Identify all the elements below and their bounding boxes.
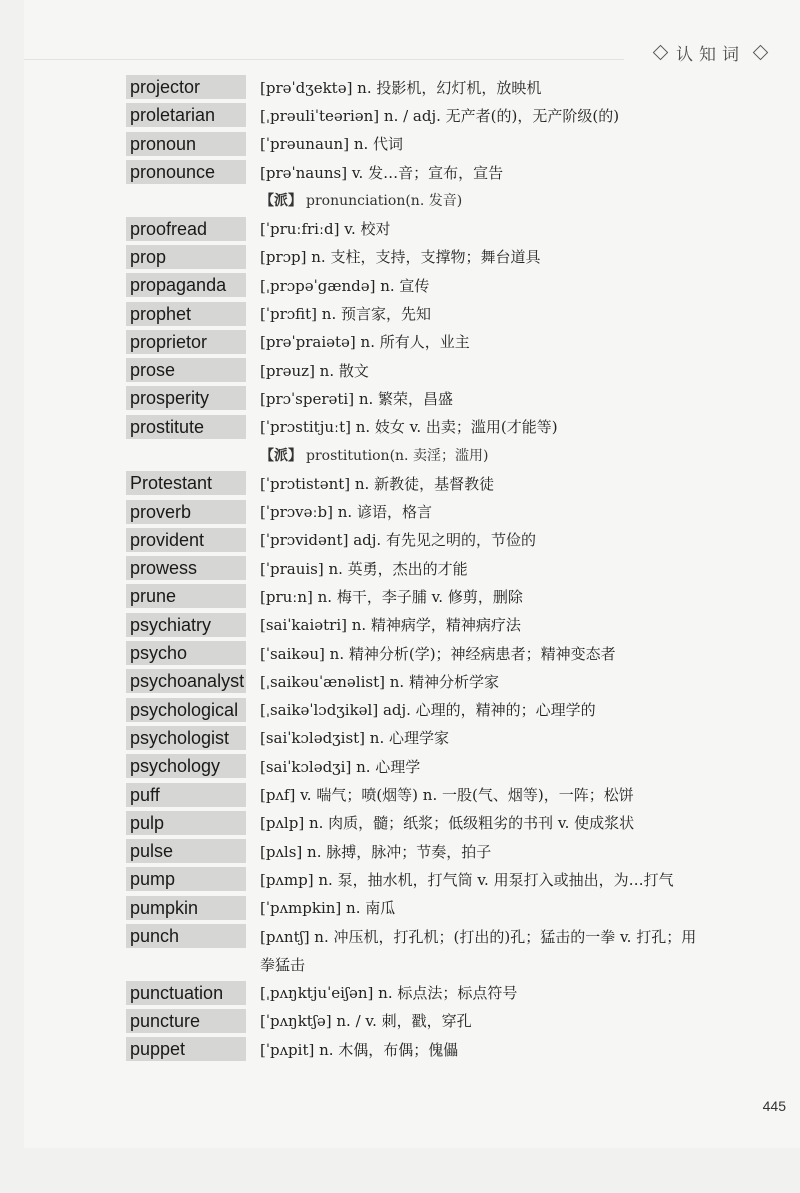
headword: puncture bbox=[126, 1009, 246, 1033]
entry-row bbox=[126, 809, 786, 837]
entry-row bbox=[126, 667, 786, 695]
headword: projector bbox=[126, 75, 246, 99]
header-rule bbox=[24, 59, 624, 60]
entry-row bbox=[126, 752, 786, 780]
entry-row bbox=[126, 582, 786, 610]
definition: [ˌsaikəuˈænəlist] n. 精神分析学家 bbox=[260, 672, 499, 691]
headword: psychological bbox=[126, 698, 246, 722]
derivative-tag: 【派】 bbox=[260, 448, 302, 464]
definition: [ˌsaikəˈlɔdʒikəl] adj. 心理的，精神的；心理学的 bbox=[260, 701, 596, 720]
definition: [pʌntʃ] n. 冲压机，打孔机；(打出的)孔；猛击的一拳 v. 打孔；用 bbox=[260, 927, 697, 946]
definition: [pʌls] n. 脉搏，脉冲；节奏，拍子 bbox=[260, 842, 492, 861]
definition: [ˈpʌŋktʃə] n. / v. 刺，戳，穿孔 bbox=[260, 1012, 472, 1031]
headword: psycho bbox=[126, 641, 246, 665]
definition: [prɔp] n. 支柱，支持，支撑物；舞台道具 bbox=[260, 248, 541, 267]
entry-list bbox=[126, 73, 786, 1063]
entry-row bbox=[126, 497, 786, 525]
definition: [ˈprəunaun] n. 代词 bbox=[260, 135, 404, 154]
definition: [prəˈdʒektə] n. 投影机，幻灯机，放映机 bbox=[260, 78, 542, 97]
derivative-row bbox=[126, 186, 786, 214]
entry-row bbox=[126, 639, 786, 667]
definition: [ˈprɔfit] n. 预言家，先知 bbox=[260, 305, 431, 324]
definition: [saiˈkɔlədʒi] n. 心理学 bbox=[260, 757, 421, 776]
entry-row bbox=[126, 271, 786, 299]
definition: [ˈsaikəu] n. 精神分析(学)；神经病患者；精神变态者 bbox=[260, 644, 616, 663]
definition: [pʌf] v. 喘气；喷(烟等) n. 一股(气、烟等)，一阵；松饼 bbox=[260, 786, 634, 805]
definition: [ˈprɔstitjuːt] n. 妓女 v. 出卖；滥用(才能等) bbox=[260, 418, 558, 437]
headword: psychology bbox=[126, 754, 246, 778]
definition: [ˈpruːfriːd] v. 校对 bbox=[260, 220, 391, 239]
entry-row bbox=[126, 243, 786, 271]
headword: prop bbox=[126, 245, 246, 269]
entry-row bbox=[126, 611, 786, 639]
definition: [ˈpʌmpkin] n. 南瓜 bbox=[260, 899, 396, 918]
entry-row bbox=[126, 158, 786, 186]
headword: psychologist bbox=[126, 726, 246, 750]
headword: Protestant bbox=[126, 471, 246, 495]
headword: proletarian bbox=[126, 103, 246, 127]
entry-row bbox=[126, 837, 786, 865]
entry-row bbox=[126, 469, 786, 497]
headword: pulse bbox=[126, 839, 246, 863]
headword: prostitute bbox=[126, 415, 246, 439]
headword: psychiatry bbox=[126, 613, 246, 637]
definition: [ˈprɔvəːb] n. 谚语，格言 bbox=[260, 503, 432, 522]
headword: prune bbox=[126, 584, 246, 608]
entry-row bbox=[126, 724, 786, 752]
entry-row bbox=[126, 554, 786, 582]
definition: [pʌlp] n. 肉质，髓；纸浆；低级粗劣的书刊 v. 使成浆状 bbox=[260, 814, 635, 833]
headword: propaganda bbox=[126, 273, 246, 297]
definition: [ˈpʌpit] n. 木偶，布偶；傀儡 bbox=[260, 1040, 459, 1059]
derivative-tag: 【派】 bbox=[260, 193, 302, 210]
headword: proprietor bbox=[126, 330, 246, 354]
headword: proofread bbox=[126, 217, 246, 241]
headword: pumpkin bbox=[126, 896, 246, 920]
definition: [prəuz] n. 散文 bbox=[260, 361, 369, 380]
section-title: 认知词 bbox=[676, 45, 745, 65]
entry-row bbox=[126, 299, 786, 327]
headword: punctuation bbox=[126, 981, 246, 1005]
headword: provident bbox=[126, 528, 246, 552]
headword: prosperity bbox=[126, 386, 246, 410]
definition: [pʌmp] n. 泵，抽水机，打气筒 v. 用泵打入或抽出，为…打气 bbox=[260, 870, 674, 889]
definition: [saiˈkɔlədʒist] n. 心理学家 bbox=[260, 729, 449, 748]
headword: pump bbox=[126, 867, 246, 891]
definition: [prɔˈsperəti] n. 繁荣，昌盛 bbox=[260, 389, 454, 408]
definition: [prəˈnauns] v. 发…音；宣布，宣告 bbox=[260, 163, 504, 182]
entry-row bbox=[126, 384, 786, 412]
entry-row bbox=[126, 130, 786, 158]
entry-row bbox=[126, 894, 786, 922]
headword: pulp bbox=[126, 811, 246, 835]
entry-row bbox=[126, 696, 786, 724]
headword: pronoun bbox=[126, 132, 246, 156]
definition: [ˌprɔpəˈgændə] n. 宣传 bbox=[260, 276, 430, 295]
headword: pronounce bbox=[126, 160, 246, 184]
diamond-left-icon bbox=[653, 45, 669, 61]
headword: prowess bbox=[126, 556, 246, 580]
headword: puff bbox=[126, 783, 246, 807]
definition: [pruːn] n. 梅干，李子脯 v. 修剪，删除 bbox=[260, 587, 523, 606]
entry-row bbox=[126, 73, 786, 101]
derivative-text: prostitution(n. 卖淫；滥用) bbox=[306, 448, 489, 464]
definition: [ˈprɔtistənt] n. 新教徒，基督教徒 bbox=[260, 474, 495, 493]
entry-row bbox=[126, 979, 786, 1007]
definition: [ˈprɔvidənt] adj. 有先见之明的，节俭的 bbox=[260, 531, 536, 550]
entry-row bbox=[126, 214, 786, 242]
section-header bbox=[651, 40, 770, 65]
derivative-text: pronunciation(n. 发音) bbox=[306, 193, 463, 210]
entry-row bbox=[126, 413, 786, 441]
entry-row bbox=[126, 865, 786, 893]
headword: proverb bbox=[126, 500, 246, 524]
entry-row bbox=[126, 1035, 786, 1063]
headword: prose bbox=[126, 358, 246, 382]
entry-row bbox=[126, 101, 786, 129]
diamond-right-icon bbox=[753, 45, 769, 61]
definition: [ˌprəuliˈteəriən] n. / adj. 无产者(的)，无产阶级(的) bbox=[260, 106, 620, 125]
headword: psychoanalyst bbox=[126, 669, 246, 693]
derivative-row bbox=[126, 441, 786, 469]
entry-row bbox=[126, 356, 786, 384]
headword: puppet bbox=[126, 1037, 246, 1061]
entry-row bbox=[126, 328, 786, 356]
headword: punch bbox=[126, 924, 246, 948]
page-number: 445 bbox=[762, 1098, 786, 1114]
definition: [saiˈkaiətri] n. 精神病学，精神病疗法 bbox=[260, 616, 521, 635]
definition: [ˈprauis] n. 英勇，杰出的才能 bbox=[260, 559, 468, 578]
headword: prophet bbox=[126, 302, 246, 326]
entry-row bbox=[126, 780, 786, 808]
definition: [ˌpʌŋktjuˈeiʃən] n. 标点法；标点符号 bbox=[260, 984, 518, 1003]
entry-row bbox=[126, 922, 786, 950]
entry-row bbox=[126, 1007, 786, 1035]
definition-continuation: 拳猛击 bbox=[260, 955, 306, 974]
definition: [prəˈpraiətə] n. 所有人，业主 bbox=[260, 333, 470, 352]
entry-row bbox=[126, 526, 786, 554]
